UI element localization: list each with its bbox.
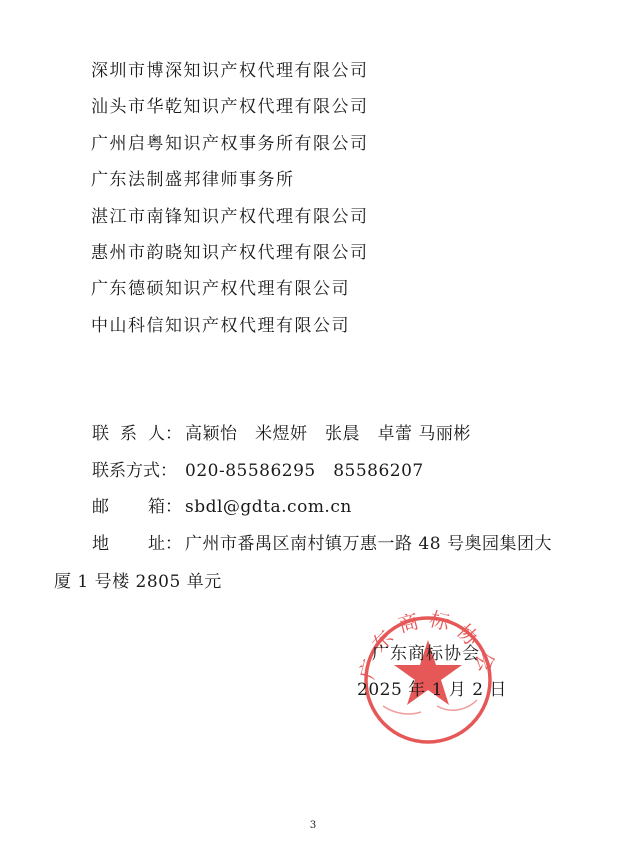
contact-people-row: [92, 420, 592, 457]
contact-info: [92, 420, 592, 566]
official-seal: [343, 588, 513, 748]
contact-people-value: 高颖怡 米煜妍 张晨 卓蕾 马丽彬: [185, 424, 471, 444]
contact-address-row: [92, 530, 592, 567]
contact-address-label: 地 址 ：: [92, 533, 182, 554]
contact-people-label: 联 系 人 ：: [92, 424, 182, 444]
contact-phone-value: 020-85586295 85586207: [185, 460, 424, 481]
contact-email-label: 邮 箱 ：: [92, 497, 182, 517]
company-item: 深圳市博深知识产权代理有限公司: [91, 61, 369, 81]
issue-date: 2025 年 1 月 2 日: [357, 680, 507, 700]
page-number: 3: [309, 820, 317, 831]
contact-address-value: 广州市番禺区南村镇万惠一路 48 号奥园集团大: [185, 533, 552, 554]
company-list: [91, 57, 369, 348]
company-item: 中山科信知识产权代理有限公司: [91, 315, 350, 336]
company-item: 汕头市华乾知识产权代理有限公司: [91, 97, 369, 118]
seal-ring-text: 广东商标协会: [354, 606, 502, 682]
issuer-signature: 广东商标协会: [372, 644, 480, 664]
contact-address-continuation: 厦 1 号楼 2805 单元: [54, 572, 222, 592]
contact-phone-row: [92, 457, 592, 494]
contact-email-row: [92, 493, 592, 530]
company-item: 惠州市韵晓知识产权代理有限公司: [91, 242, 369, 263]
company-item: 广东法制盛邦律师事务所: [91, 170, 295, 191]
contact-phone-label: 联系方式：: [92, 460, 177, 481]
company-item: 广州启粤知识产权事务所有限公司: [91, 133, 369, 154]
company-item: 广东德硕知识产权代理有限公司: [91, 279, 350, 300]
contact-email-value: sbdl@gdta.com.cn: [185, 497, 352, 517]
company-item: 湛江市南锋知识产权代理有限公司: [91, 206, 369, 227]
seal-stamp-icon: [343, 588, 513, 748]
